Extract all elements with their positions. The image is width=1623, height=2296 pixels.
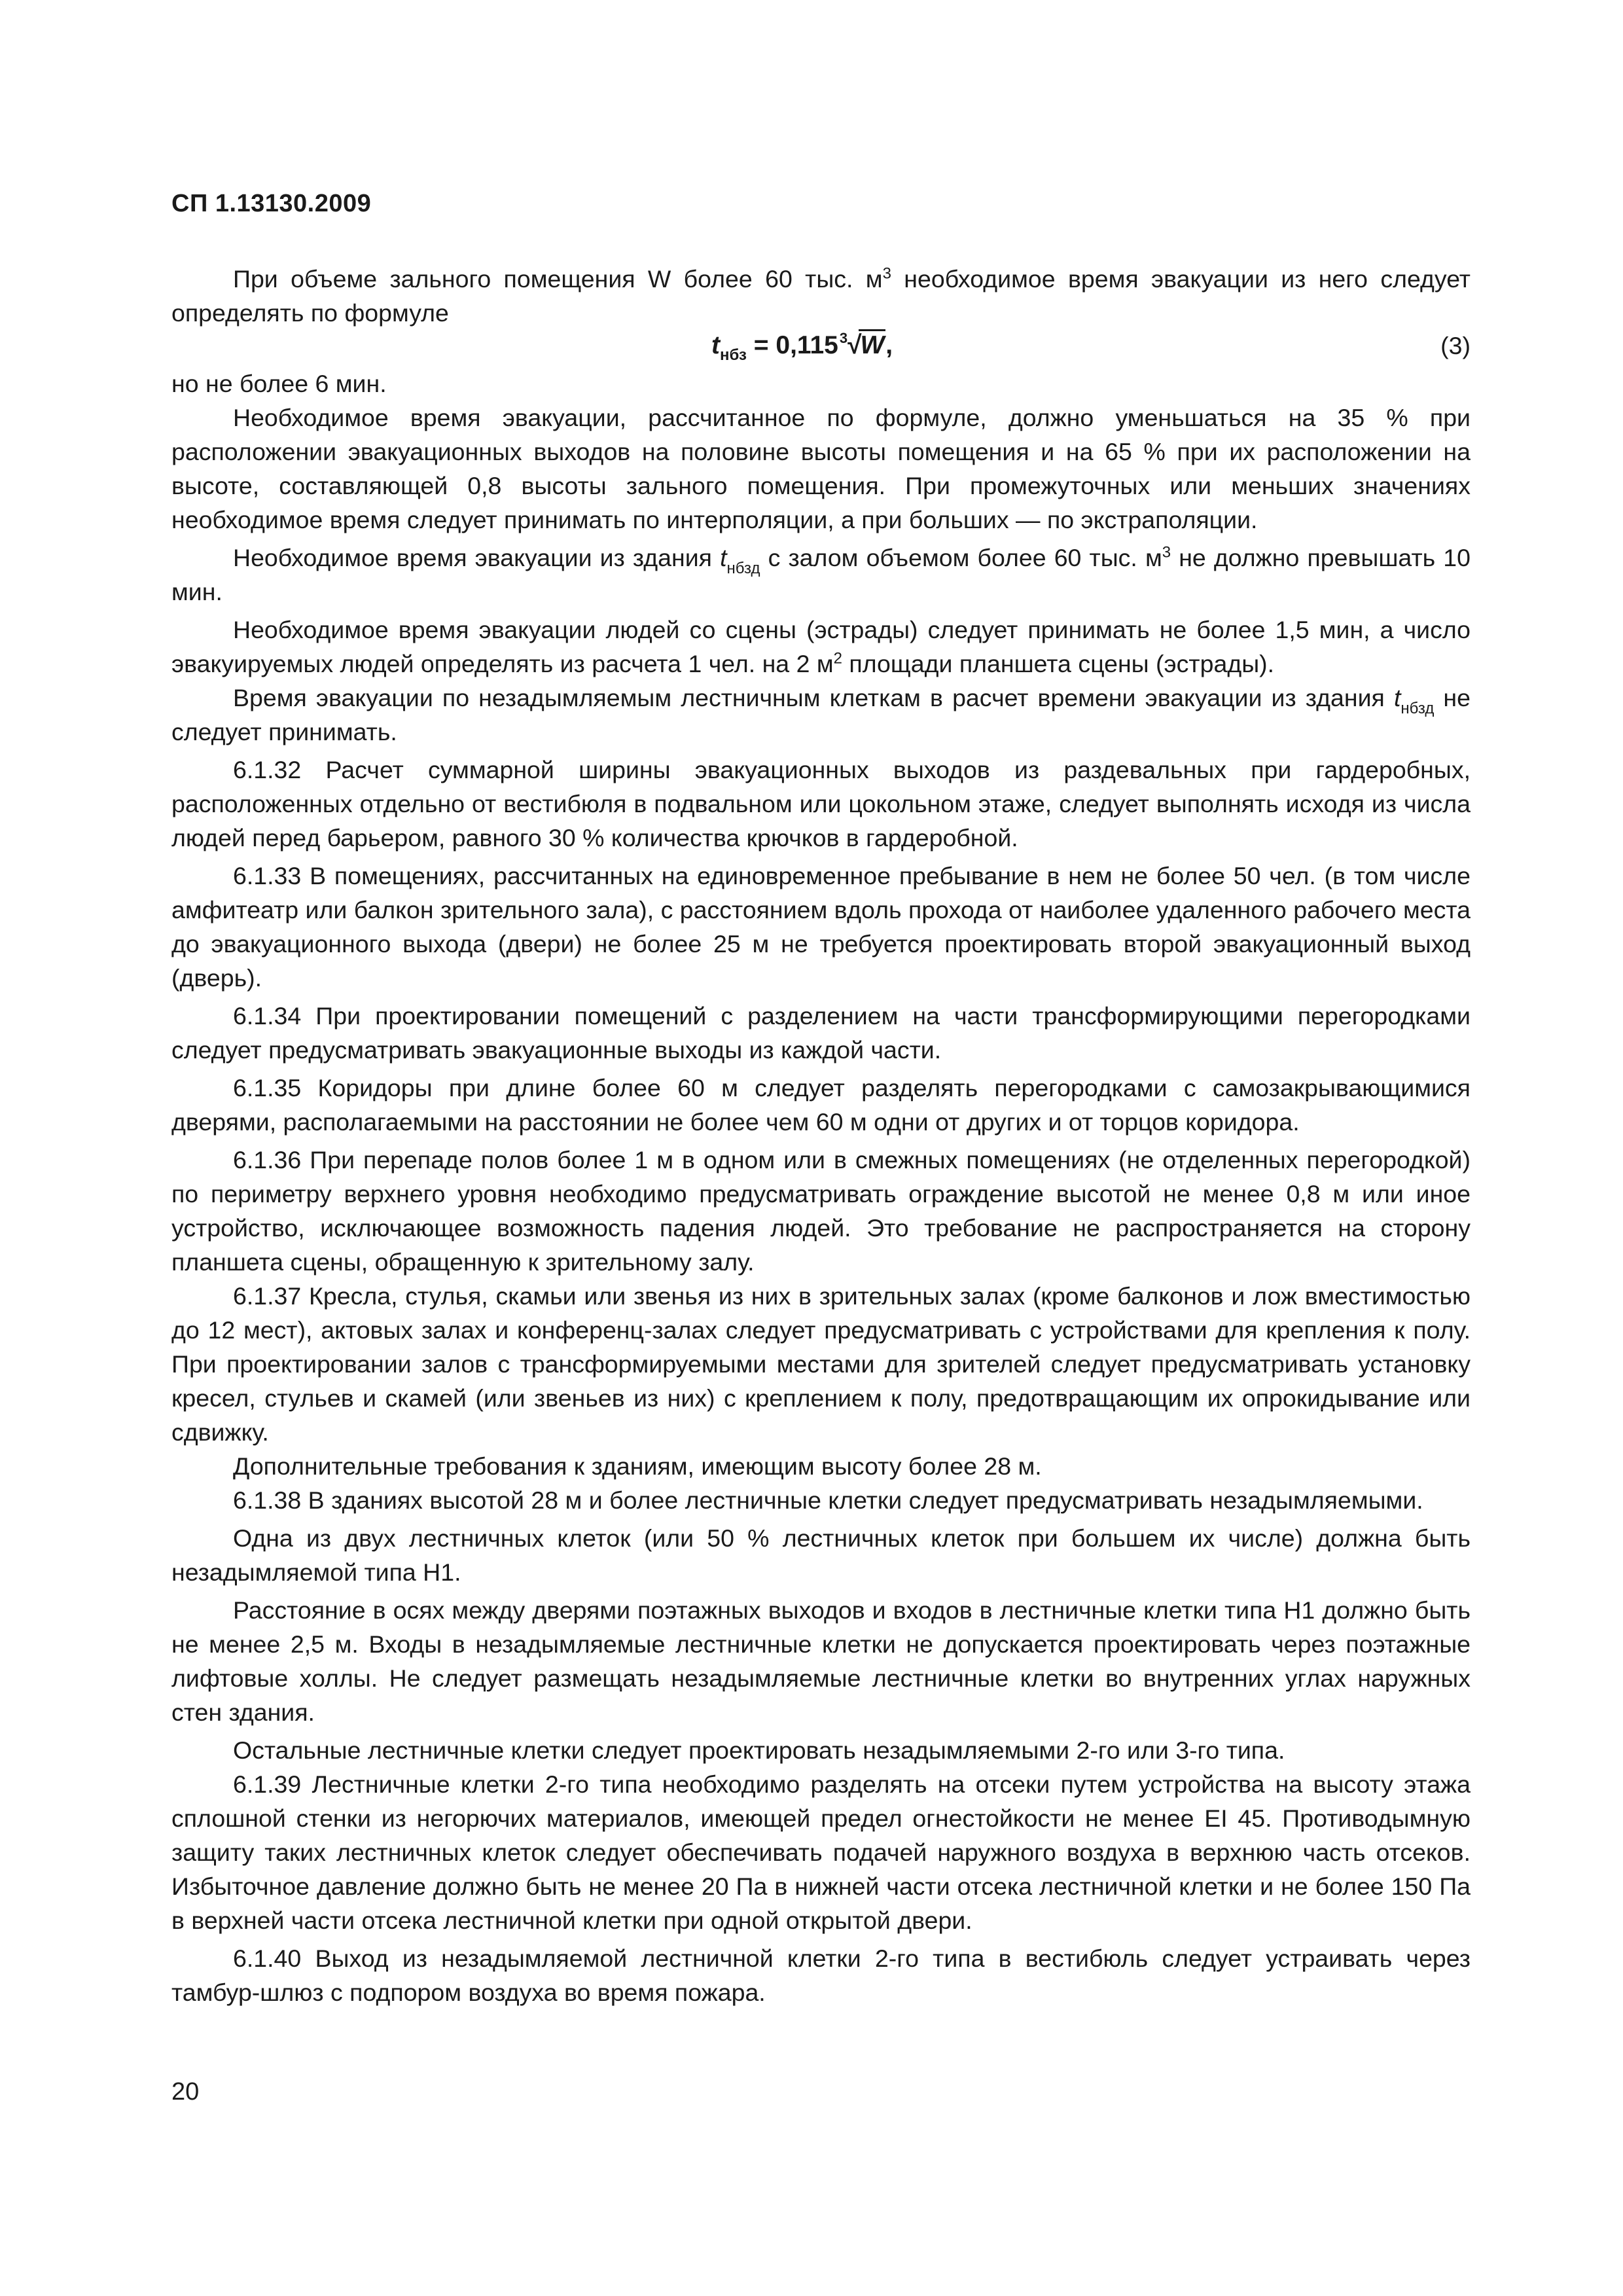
symbol-subscript: нбзд <box>726 560 760 577</box>
paragraph-text: Время эвакуации по незадымляемым лестничным клеткам в расчет времени эвакуации из здания <box>233 684 1394 711</box>
paragraph-text: не следует принимать. <box>171 684 1471 745</box>
symbol-t: t <box>1393 684 1401 711</box>
superscript: 2 <box>833 649 842 668</box>
paragraph-text: не должно превышать 10 мин. <box>171 544 1471 605</box>
paragraph-text: При объеме зального помещения W более 60 тыс. м <box>233 265 883 293</box>
paragraph: 6.1.38 В зданиях высотой 28 м и более лестничные клетки следует предусматривать незадымляемыми. <box>233 1486 1423 1514</box>
paragraph-text: необходимое время эвакуации из него следует определять по формуле <box>171 265 1471 327</box>
superscript: 3 <box>882 264 891 283</box>
symbol-t: t <box>720 544 727 571</box>
page-body <box>171 262 1471 2009</box>
formula-3 <box>171 329 1471 367</box>
paragraph: 6.1.34 При проектировании помещений с разделением на части трансформирующими перегородками следует предусматривать эвакуационные выходы из каждой части. <box>171 1002 1471 1064</box>
formula-variable-t: t <box>711 331 720 359</box>
paragraph: 6.1.39 Лестничные клетки 2-го типа необходимо разделять на отсеки путем устройства на высоту этажа сплошной стенки из негорючих материалов, имеющей предел огнестойкости не менее EI 45. Противодымную защиту таких лестничных клеток следует обеспечивать подачей наружного воздуха в верхнюю часть отсеков. Избыточное давление должно быть не менее 20 Па в нижней части отсека лестничной клетки и не более 150 Па в верхней части отсека лестничной клетки при одной открытой двери. <box>171 1770 1471 1934</box>
paragraph: 6.1.33 В помещениях, рассчитанных на единовременное пребывание в нем не более 50 чел. (в том числе амфитеатр или балкон зрительного зала), с расстоянием вдоль прохода от наиболее удаленного рабочего места до эвакуационного выхода (двери) не более 25 м не требуется проектировать второй эвакуационный выход (дверь). <box>171 862 1471 992</box>
formula-expression <box>711 329 893 366</box>
paragraph-text: Необходимое время эвакуации людей со сцены (эстрады) следует принимать не более 1,5 мин, а число эвакуируемых людей определять из расчета 1 чел. на 2 м <box>171 616 1471 677</box>
formula-radicand: W <box>859 329 885 359</box>
superscript: 3 <box>1162 543 1171 562</box>
root-index: 3 <box>839 330 848 346</box>
document-code-header: СП 1.13130.2009 <box>171 190 372 217</box>
paragraph <box>171 262 1471 330</box>
paragraph: 6.1.37 Кресла, стулья, скамьи или звенья из них в зрительных залах (кроме балконов и лож вместимостью до 12 мест), актовых залах и конференц-залах следует предусматривать с устройствами для крепления к полу. При проектировании залов с трансформируемыми местами для зрителей следует предусматривать установку кресел, стульев и скамей (или звеньев из них) с креплением к полу, предотвращающим их опрокидывание или сдвижку. <box>171 1282 1471 1446</box>
paragraph <box>171 613 1471 681</box>
formula-number: (3) <box>1440 332 1471 359</box>
paragraph: Расстояние в осях между дверями поэтажных выходов и входов в лестничные клетки типа Н1 должно быть не менее 2,5 м. Входы в незадымляемые лестничные клетки не допускается проектировать через поэтажные лифтовые холлы. Не следует размещать незадымляемые лестничные клетки во внутренних углах наружных стен здания. <box>171 1596 1471 1726</box>
formula-coefficient: = 0,115 <box>746 331 838 359</box>
paragraph <box>171 541 1471 609</box>
paragraph-text: с залом объемом более 60 тыс. м <box>760 544 1162 571</box>
paragraph: Дополнительные требования к зданиям, имеющим высоту более 28 м. <box>233 1452 1042 1480</box>
paragraph: 6.1.35 Коридоры при длине более 60 м следует разделять перегородками с самозакрывающимися дверями, располагаемыми на расстоянии не более чем 60 м одни от других и от торцов коридора. <box>171 1074 1471 1136</box>
paragraph: Необходимое время эвакуации, рассчитанное по формуле, должно уменьшаться на 35 % при расположении эвакуационных выходов на половине высоты помещения и на 65 % при их расположении на высоте, составляющей 0,8 высоты зального помещения. При промежуточных или меньших значениях необходимое время следует принимать по интерполяции, а при больших — по экстраполяции. <box>171 404 1471 533</box>
paragraph: Остальные лестничные клетки следует проектировать незадымляемыми 2-го или 3-го типа. <box>233 1736 1285 1764</box>
page-number: 20 <box>171 2078 200 2106</box>
symbol-subscript: нбзд <box>1400 700 1435 717</box>
formula-subscript: нбз <box>720 346 747 364</box>
formula-comma: , <box>885 331 893 359</box>
paragraph <box>171 681 1471 749</box>
paragraph: но не более 6 мин. <box>171 370 387 397</box>
paragraph-text: Необходимое время эвакуации из здания <box>233 544 721 571</box>
paragraph: Одна из двух лестничных клеток (или 50 % лестничных клеток при большем их числе) должна быть незадымляемой типа Н1. <box>171 1524 1471 1586</box>
paragraph: 6.1.40 Выход из незадымляемой лестничной клетки 2-го типа в вестибюль следует устраивать через тамбур-шлюз с подпором воздуха во время пожара. <box>171 1945 1471 2006</box>
paragraph-text: площади планшета сцены (эстрады). <box>842 650 1275 677</box>
radical-sign: √ <box>847 331 862 359</box>
paragraph: 6.1.36 При перепаде полов более 1 м в одном или в смежных помещениях (не отделенных перегородкой) по периметру верхнего уровня необходимо предусматривать ограждение высотой не менее 0,8 м или иное устройство, исключающее возможность падения людей. Это требование не распространяется на сторону планшета сцены, обращенную к зрительному залу. <box>171 1146 1471 1276</box>
paragraph: 6.1.32 Расчет суммарной ширины эвакуационных выходов из раздевальных при гардеробных, расположенных отдельно от вестибюля в подвальном или цокольном этаже, следует выполнять исходя из числа людей перед барьером, равного 30 % количества крючков в гардеробной. <box>171 756 1471 852</box>
